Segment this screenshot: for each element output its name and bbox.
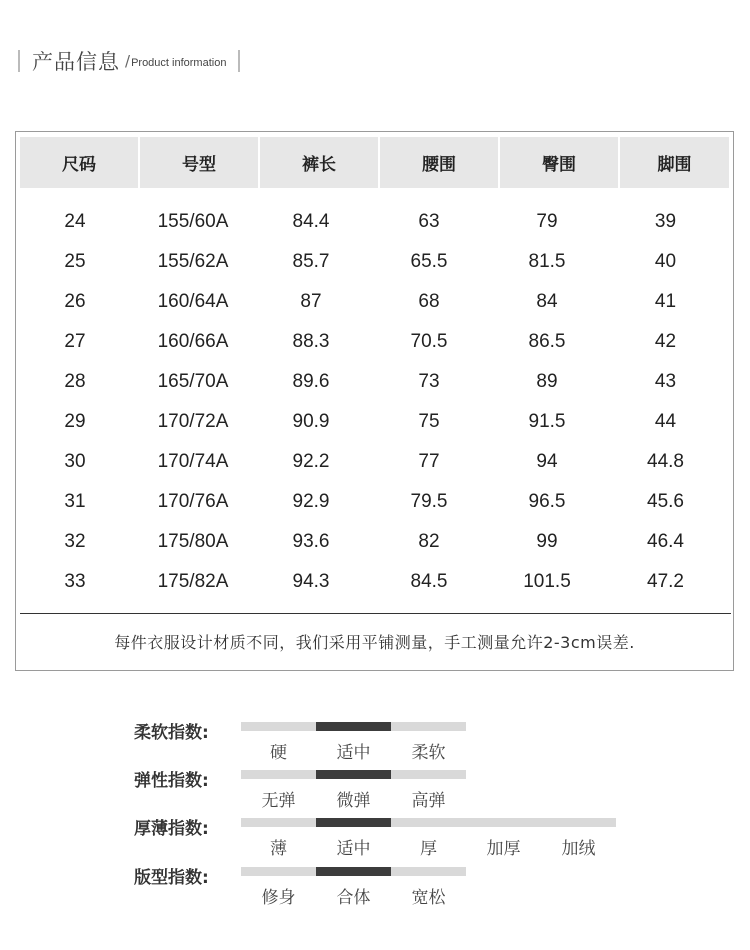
scale-segment xyxy=(541,818,616,827)
header-slash: / xyxy=(125,52,131,70)
cell-size: 25 xyxy=(64,251,86,272)
thickness-index-scale xyxy=(241,818,616,827)
cell-hip: 99 xyxy=(536,531,558,552)
table-row xyxy=(16,522,733,562)
column-header-model: 号型 xyxy=(182,155,216,175)
header-title-zh: 产品信息 xyxy=(32,50,120,74)
cell-size: 27 xyxy=(64,331,86,352)
elasticity-index xyxy=(0,770,750,814)
softness-index-options xyxy=(241,738,466,763)
cell-hip: 84 xyxy=(536,291,558,312)
fit-index-options xyxy=(241,883,466,908)
table-row xyxy=(16,202,733,242)
cell-hem: 44 xyxy=(654,411,677,432)
table-divider xyxy=(20,613,731,614)
cell-length: 93.6 xyxy=(292,531,330,552)
index-option: 宽松 xyxy=(411,888,446,908)
cell-hip: 79 xyxy=(536,211,558,232)
cell-hem: 41 xyxy=(654,291,677,312)
cell-waist: 77 xyxy=(418,451,440,472)
cell-waist: 73 xyxy=(418,371,440,392)
index-option: 适中 xyxy=(336,839,371,859)
scale-segment xyxy=(391,818,466,827)
index-option: 高弹 xyxy=(411,791,446,811)
size-table-header xyxy=(20,137,729,188)
scale-segment-selected xyxy=(316,867,391,876)
cell-size: 24 xyxy=(64,211,86,232)
index-option: 厚 xyxy=(420,839,437,859)
cell-waist: 84.5 xyxy=(410,571,448,592)
scale-segment xyxy=(241,867,316,876)
fit-index-label: 版型指数: xyxy=(134,868,209,888)
cell-hem: 43 xyxy=(654,371,677,392)
cell-waist: 79.5 xyxy=(410,491,448,512)
index-option: 硬 xyxy=(270,743,287,763)
softness-index-scale xyxy=(241,722,466,731)
cell-length: 94.3 xyxy=(292,571,330,592)
elasticity-index-scale xyxy=(241,770,466,779)
elasticity-index-options xyxy=(241,786,466,811)
table-row xyxy=(16,322,733,362)
header-title-en: Product information xyxy=(131,57,227,69)
cell-hip: 96.5 xyxy=(528,491,566,512)
softness-index xyxy=(0,722,750,766)
cell-size: 33 xyxy=(64,571,86,592)
cell-model: 170/72A xyxy=(157,411,229,432)
cell-length: 90.9 xyxy=(292,411,330,432)
scale-segment-selected xyxy=(316,770,391,779)
index-option: 修身 xyxy=(261,888,296,908)
header-left-divider xyxy=(18,50,20,72)
scale-segment xyxy=(466,818,541,827)
table-row xyxy=(16,442,733,482)
cell-model: 175/82A xyxy=(157,571,229,592)
cell-hem: 42 xyxy=(654,331,677,352)
cell-waist: 70.5 xyxy=(410,331,448,352)
softness-index-label: 柔软指数: xyxy=(134,723,209,743)
table-row xyxy=(16,282,733,322)
table-row xyxy=(16,402,733,442)
scale-segment xyxy=(391,722,466,731)
cell-model: 165/70A xyxy=(157,371,229,392)
cell-hip: 89 xyxy=(536,371,558,392)
cell-size: 32 xyxy=(64,531,86,552)
cell-length: 92.2 xyxy=(292,451,330,472)
column-header-size: 尺码 xyxy=(62,155,96,175)
scale-segment xyxy=(241,818,316,827)
column-header-length: 裤长 xyxy=(302,155,336,175)
cell-size: 31 xyxy=(64,491,86,512)
scale-segment-selected xyxy=(316,818,391,827)
scale-segment xyxy=(241,770,316,779)
column-header-hem: 脚围 xyxy=(657,155,692,175)
cell-hip: 94 xyxy=(536,451,558,472)
cell-hip: 91.5 xyxy=(528,411,566,432)
elasticity-index-label: 弹性指数: xyxy=(134,771,209,791)
cell-waist: 63 xyxy=(418,211,440,232)
thickness-index-options xyxy=(241,834,616,859)
cell-waist: 82 xyxy=(418,531,440,552)
table-row xyxy=(16,362,733,402)
cell-model: 175/80A xyxy=(157,531,229,552)
table-row xyxy=(16,242,733,282)
cell-hip: 101.5 xyxy=(523,571,571,592)
size-table-body xyxy=(16,202,733,602)
index-option: 柔软 xyxy=(411,743,446,763)
cell-length: 85.7 xyxy=(292,251,330,272)
cell-size: 28 xyxy=(64,371,86,392)
cell-hip: 86.5 xyxy=(528,331,566,352)
cell-hem: 45.6 xyxy=(647,491,684,512)
cell-hem: 40 xyxy=(654,251,677,272)
cell-length: 92.9 xyxy=(292,491,330,512)
cell-length: 84.4 xyxy=(292,211,330,232)
scale-segment xyxy=(241,722,316,731)
cell-size: 30 xyxy=(64,451,86,472)
thickness-index-label: 厚薄指数: xyxy=(134,819,209,839)
cell-hem: 47.2 xyxy=(647,571,684,592)
cell-waist: 75 xyxy=(418,411,440,432)
cell-size: 26 xyxy=(64,291,86,312)
section-header xyxy=(18,46,240,76)
cell-model: 170/76A xyxy=(157,491,229,512)
index-option: 加厚 xyxy=(486,839,521,859)
cell-model: 155/62A xyxy=(157,251,229,272)
cell-model: 170/74A xyxy=(157,451,229,472)
cell-size: 29 xyxy=(64,411,86,432)
cell-waist: 65.5 xyxy=(410,251,448,272)
header-right-divider xyxy=(238,50,240,72)
scale-segment xyxy=(391,867,466,876)
index-option: 薄 xyxy=(270,839,287,859)
cell-length: 88.3 xyxy=(292,331,330,352)
scale-segment xyxy=(391,770,466,779)
cell-waist: 68 xyxy=(418,291,440,312)
index-option: 无弹 xyxy=(261,791,296,811)
column-header-hip: 臀围 xyxy=(542,155,576,175)
fit-index-scale xyxy=(241,867,466,876)
fit-index xyxy=(0,867,750,911)
index-option: 加绒 xyxy=(561,839,596,859)
cell-hem: 44.8 xyxy=(647,451,684,472)
cell-model: 155/60A xyxy=(157,211,229,232)
cell-hem: 46.4 xyxy=(647,531,684,552)
cell-hip: 81.5 xyxy=(528,251,566,272)
scale-segment-selected xyxy=(316,722,391,731)
table-row xyxy=(16,562,733,602)
column-header-waist: 腰围 xyxy=(422,155,456,175)
thickness-index xyxy=(0,818,750,862)
index-option: 微弹 xyxy=(336,791,371,811)
cell-model: 160/64A xyxy=(157,291,229,312)
index-option: 合体 xyxy=(336,888,371,908)
size-table xyxy=(15,131,734,671)
measurement-note: 每件衣服设计材质不同，我们采用平铺测量，手工测量允许2-3cm误差. xyxy=(114,633,635,652)
cell-hem: 39 xyxy=(654,211,677,232)
cell-length: 89.6 xyxy=(292,371,330,392)
cell-length: 87 xyxy=(300,291,322,312)
cell-model: 160/66A xyxy=(157,331,229,352)
index-option: 适中 xyxy=(336,743,371,763)
table-row xyxy=(16,482,733,522)
